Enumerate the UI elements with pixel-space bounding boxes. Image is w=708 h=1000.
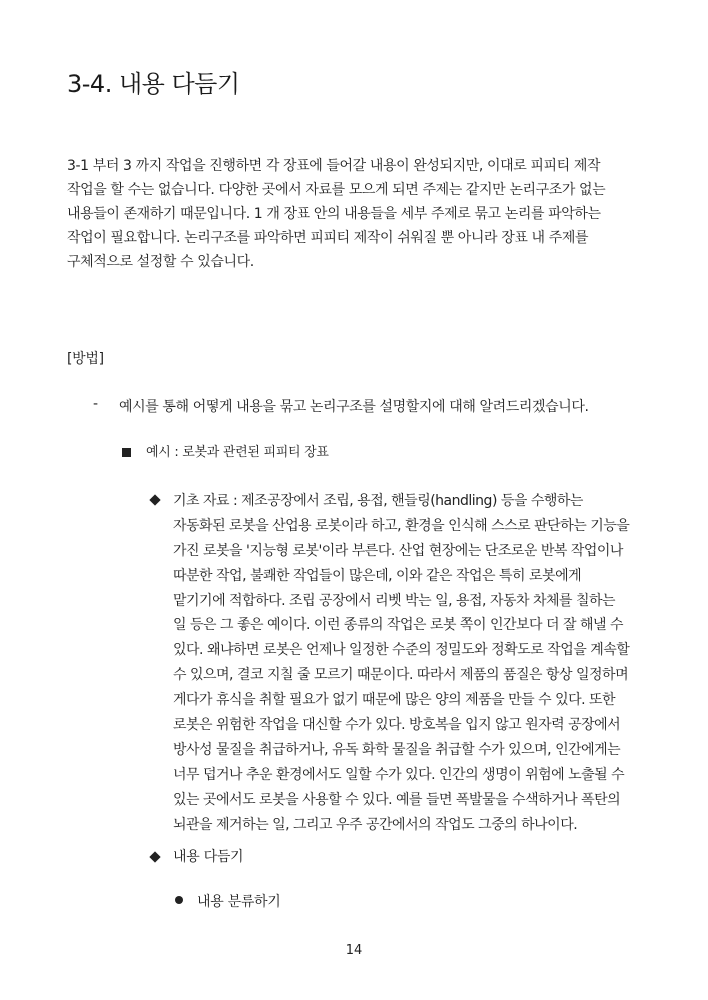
section-label: [방법] xyxy=(67,351,104,367)
intro-line: 구체적으로 설정할 수 있습니다. xyxy=(67,254,254,270)
page-number: 14 xyxy=(345,943,363,958)
paragraph-line: 너무 덥거나 추운 환경에서도 일할 수가 있다. 인간의 생명이 위험에 노출될 수 xyxy=(173,766,625,783)
dot-list-item: 내용 분류하기 xyxy=(197,894,281,910)
paragraph-line: 로봇은 위험한 작업을 대신할 수가 있다. 방호복을 입지 않고 원자력 공장에서 xyxy=(173,717,621,734)
diamond-list-item: 내용 다듬기 xyxy=(173,849,244,865)
paragraph-line: 일 등은 그 좋은 예이다. 이런 종류의 작업은 로봇 쪽이 인간보다 더 잘 해낼 수 xyxy=(173,617,623,634)
paragraph-line: 뇌관을 제거하는 일, 그리고 우주 공간에서의 작업도 그중의 하나이다. xyxy=(173,816,578,833)
intro-line: 내용들이 존재하기 때문입니다. 1 개 장표 안의 내용들을 세부 주제로 묶고 논리를 파악하는 xyxy=(67,206,601,222)
square-bullet-icon xyxy=(122,448,131,457)
paragraph-line: 있는 곳에서도 로봇을 사용할 수 있다. 예를 들면 폭발물을 수색하거나 폭탄의 xyxy=(173,791,621,808)
paragraph-line: 따분한 작업, 불쾌한 작업들이 많은데, 이와 같은 작업은 특히 로봇에게 xyxy=(173,567,582,584)
dash-list-item: 예시를 통해 어떻게 내용을 묶고 논리구조를 설명할지에 대해 알려드리겠습니다. xyxy=(119,399,589,415)
diamond-bullet-icon xyxy=(149,851,160,862)
dash-bullet-icon: - xyxy=(93,396,99,412)
paragraph-line: 있다. 왜냐하면 로봇은 언제나 일정한 수준의 정밀도와 정확도로 작업을 계속할 xyxy=(173,642,630,659)
square-list-item: 예시 : 로봇과 관련된 피피티 장표 xyxy=(146,445,329,460)
paragraph-line: 자동화된 로봇을 산업용 로봇이라 하고, 환경을 인식해 스스로 판단하는 기능을 xyxy=(173,517,630,534)
page-title: 3-4. 내용 다듬기 xyxy=(67,70,240,98)
diamond-bullet-icon xyxy=(149,494,160,505)
intro-line: 3-1 부터 3 까지 작업을 진행하면 각 장표에 들어갈 내용이 완성되지만, 이대로 피피티 제작 xyxy=(67,158,601,174)
example-paragraph xyxy=(173,489,653,837)
paragraph-line: 방사성 물질을 취급하거나, 유독 화학 물질을 취급할 수가 있으며, 인간에게는 xyxy=(173,741,621,758)
intro-line: 작업을 할 수는 없습니다. 다양한 곳에서 자료를 모으게 되면 주제는 같지만 논리구조가 없는 xyxy=(67,182,606,198)
paragraph-line: 수 있으며, 결코 지칠 줄 모르기 때문이다. 따라서 제품의 품질은 항상 일정하며 xyxy=(173,667,629,684)
intro-line: 작업이 필요합니다. 논리구조를 파악하면 피피티 제작이 쉬워질 뿐 아니라 장표 내 주제를 xyxy=(67,230,589,246)
paragraph-line: 게다가 휴식을 취할 필요가 없기 때문에 많은 양의 제품을 만들 수 있다. 또한 xyxy=(173,692,616,709)
paragraph-line: 맡기기에 적합하다. 조립 공장에서 리벳 박는 일, 용접, 자동차 차체를 칠하는 xyxy=(173,592,616,609)
paragraph-line: 가진 로봇을 '지능형 로봇'이라 부른다. 산업 현장에는 단조로운 반복 작업이나 xyxy=(173,542,623,559)
intro-paragraph xyxy=(67,154,657,274)
dot-bullet-icon xyxy=(175,896,183,904)
paragraph-line: 기초 자료 : 제조공장에서 조립, 용접, 핸들링(handling) 등을 수행하는 xyxy=(173,493,583,509)
